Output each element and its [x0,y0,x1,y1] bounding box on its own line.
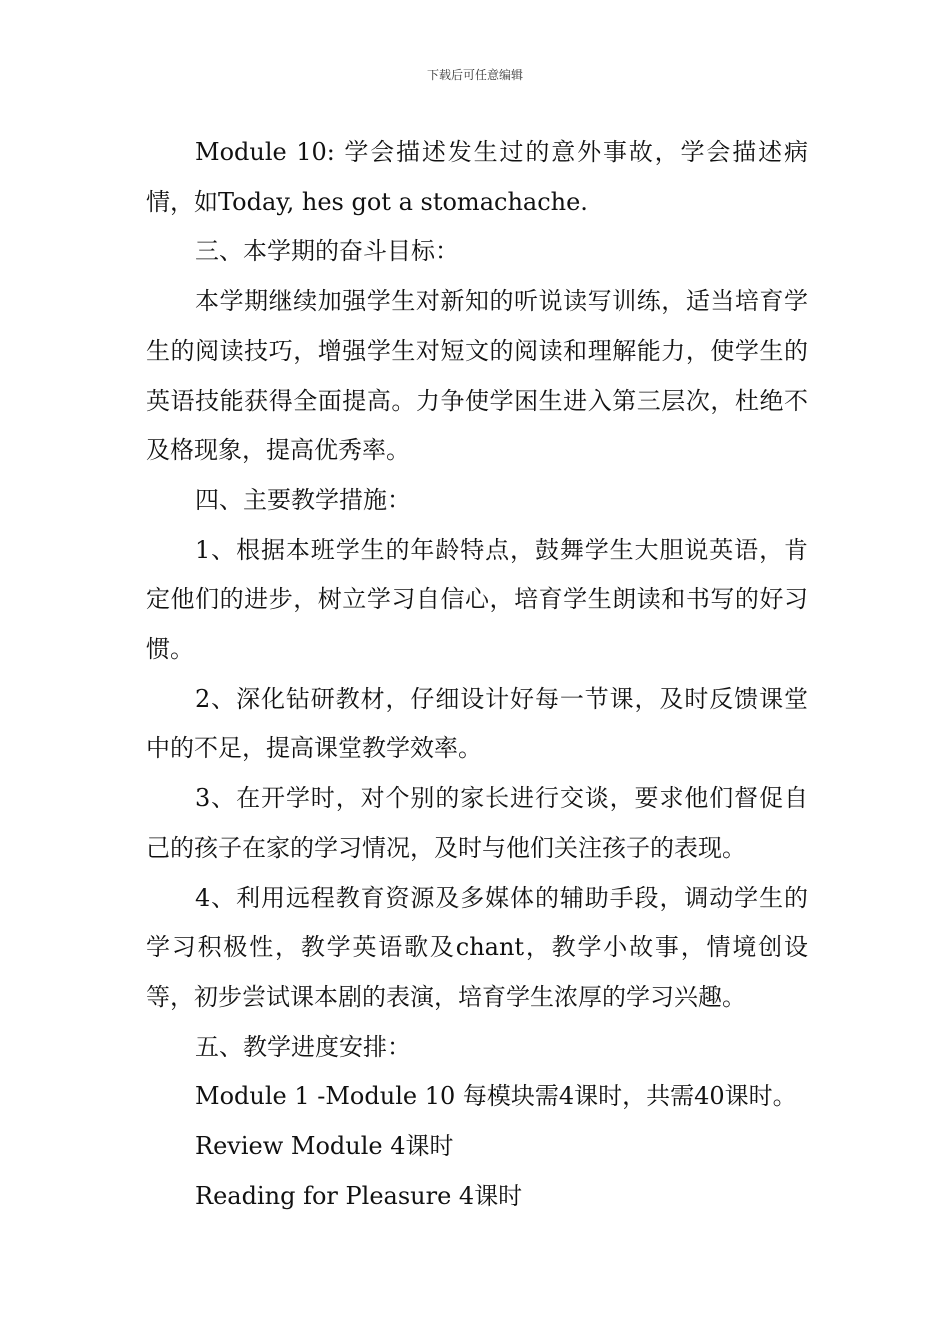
schedule-line-reading: Reading for Pleasure 4课时 [195,1181,523,1210]
paragraph-semester-goals: 本学期继续加强学生对新知的听说读写训练，适当培育学生的阅读技巧，增强学生对短文的阅读和理解能力，使学生的英语技能获得全面提高。力争使学困生进入第三层次，杜绝不及格现象，提高优秀率。 [146,287,808,465]
page-header-note: 下载后可任意编辑 [426,68,523,82]
paragraph-measure-3: 3、在开学时，对个别的家长进行交谈，要求他们督促自己的孩子在家的学习情况，及时与他们关注孩子的表现。 [146,784,808,862]
paragraph-measure-2: 2、深化钻研教材，仔细设计好每一节课，及时反馈课堂中的不足，提高课堂教学效率。 [146,684,808,763]
paragraph-module-10: Module 10: 学会描述发生过的意外事故，学会描述病情，如Today, hes got a stomachache. [146,138,808,216]
schedule-line-modules: Module 1 -Module 10 每模块需4课时，共需40课时。 [195,1082,797,1111]
schedule-line-review: Review Module 4课时 [195,1132,454,1161]
heading-teaching-schedule: 五、教学进度安排： [195,1032,411,1061]
paragraph-measure-4: 4、利用远程教育资源及多媒体的辅助手段，调动学生的学习积极性，教学英语歌及chant，教学小故事，情境创设等，初步尝试课本剧的表演，培育学生浓厚的学习兴趣。 [146,883,808,1011]
heading-teaching-measures: 四、主要教学措施： [195,485,411,514]
document-body [146,128,808,1221]
paragraph-measure-1: 1、根据本班学生的年龄特点，鼓舞学生大胆说英语，肯定他们的进步，树立学习自信心，培育学生朗读和书写的好习惯。 [146,535,808,664]
heading-semester-goals: 三、本学期的奋斗目标： [195,237,459,266]
